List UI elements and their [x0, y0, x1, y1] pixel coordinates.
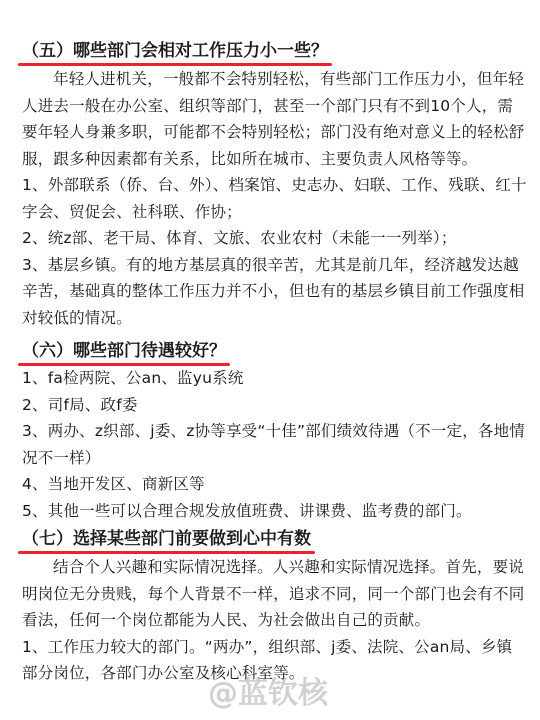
section-heading-7: （七）选择某些部门前要做到心中有数 [22, 528, 311, 550]
list-item: 2、司f局、政f委 [22, 395, 138, 414]
list-item: 1、外部联系（侨、台、外）、档案馆、史志办、妇联、工作、残联、红十字会、贸促会、社科联、作协； [22, 176, 527, 221]
section-body-7 [22, 554, 527, 687]
list-item: 3、两办、z织部、j委、z协等享受“十佳”部们绩效待遇（不一定，各地情况不一样） [22, 422, 526, 467]
section-body-5 [22, 66, 527, 331]
section-body-6 [22, 365, 527, 524]
section-heading-6: （六）哪些部门待遇较好？ [22, 340, 226, 362]
watermark: @蓝钦核 [208, 676, 328, 711]
list-item: 1、工作压力较大的部门。“两办”，组织部、j委、法院、公an局、乡镇部分岗位，各部门办公室及核心科室等。 [22, 637, 513, 682]
list-item: 1、fa检两院、公an、监yu系统 [22, 369, 244, 387]
list-item: 5、其他一些可以合理合规发放值班费、讲课费、监考费的部门。 [22, 501, 472, 520]
paragraph: 年轻人进机关，一般都不会特别轻松，有些部门工作压力小，但年轻人进去一般在办公室、组织等部门，甚至一个部门只有不到10个人，需要年轻人身兼多职，可能都不会特别轻松；部门没有绝对意义上的轻松舒服，跟多种因素都有关系，比如所在城市、主要负责人风格等等。 [22, 70, 525, 168]
list-item: 4、当地开发区、商新区等 [22, 475, 205, 493]
list-item: 2、统z部、老干局、体育、文旅、农业农村（未能一一列举）； [22, 229, 457, 247]
list-item: 3、基层乡镇。有的地方基层真的很辛苦，尤其是前几年，经济越发达越辛苦，基础真的整体工作压力并不小，但也有的基层乡镇目前工作强度相对较低的情况。 [22, 255, 525, 327]
section-heading-5: （五）哪些部门会相对工作压力小一些？ [22, 40, 328, 62]
paragraph: 结合个人兴趣和实际情况选择。人兴趣和实际情况选择。首先，要说明岗位无分贵贱，每个人背景不一样，追求不同，同一个部门也会有不同看法，任何一个岗位都能为人民、为社会做出自己的贡献。 [22, 558, 525, 629]
